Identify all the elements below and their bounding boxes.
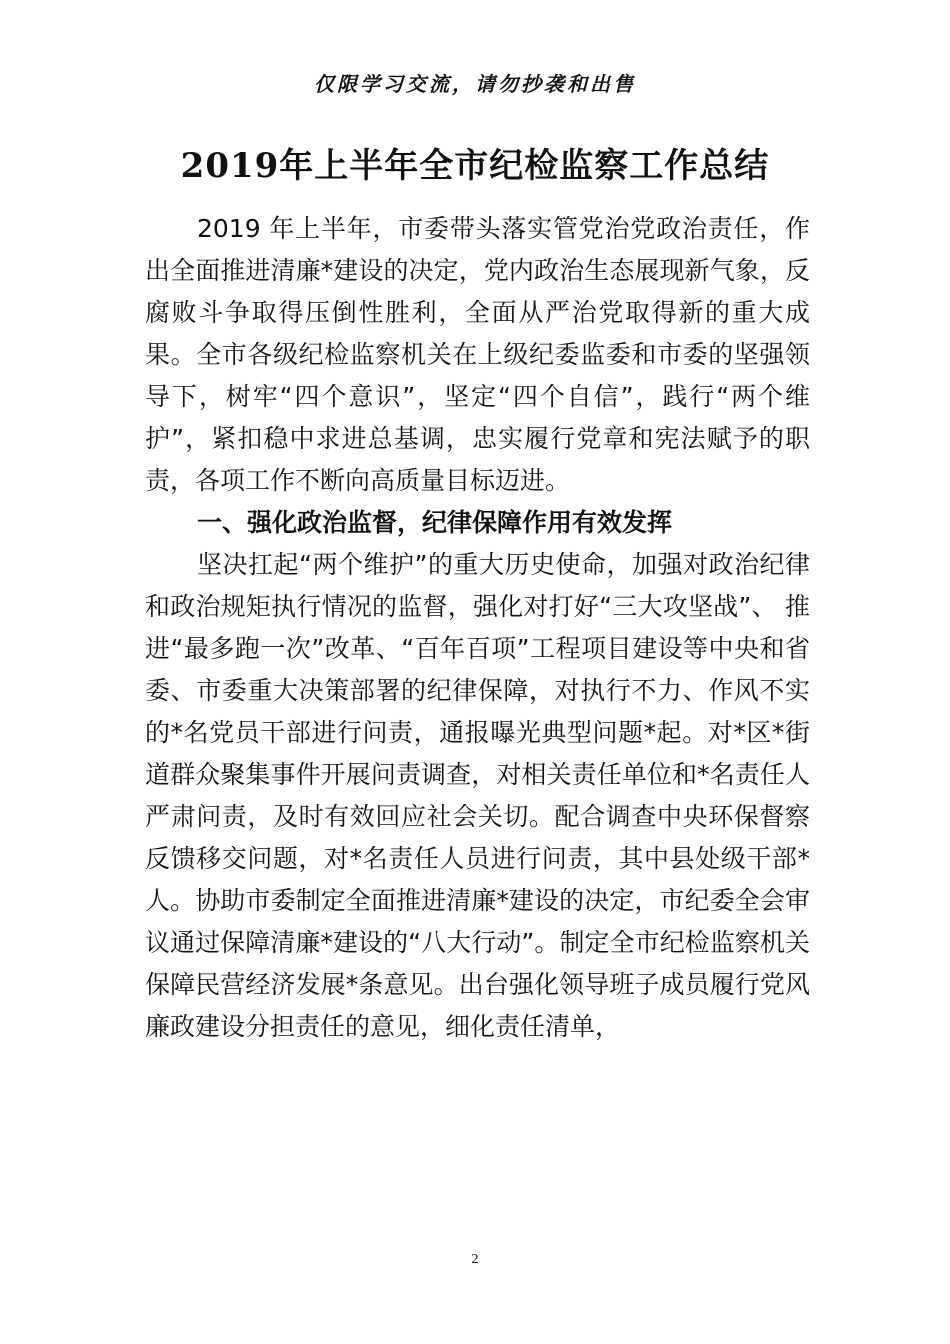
document-body	[145, 208, 810, 1048]
section-heading: 一、强化政治监督，纪律保障作用有效发挥	[197, 508, 673, 537]
section-paragraph: 坚决扛起“两个维护”的重大历史使命，加强对政治纪律和政治规矩执行情况的监督，强化对打好“三大攻坚战”、 推进“最多跑一次”改革、“百年百项”工程项目建设等中央和省委、市委重大决策部署的纪律保障，对执行不力、作风不实的*名党员干部进行问责，通报曝光典型问题*起。对*区*街道群众聚集事件开展问责调查，对相关责任单位和*名责任人严肃问责，及时有效回应社会关切。配合调查中央环保督察反馈移交问题，对*名责任人员进行问责，其中县处级干部*人。协助市委制定全面推进清廉*建设的决定，市纪委全会审议通过保障清廉*建设的“八大行动”。制定全市纪检监察机关保障民营经济发展*条意见。出台强化领导班子成员履行党风廉政建设分担责任的意见，细化责任清单，	[145, 550, 810, 1041]
header-note: 仅限学习交流，请勿抄袭和出售	[314, 72, 636, 96]
page-number: 2	[471, 1252, 479, 1267]
document-title: 2019年上半年全市纪检监察工作总结	[180, 146, 770, 186]
intro-paragraph: 2019 年上半年，市委带头落实管党治党政治责任，作出全面推进清廉*建设的决定，党内政治生态展现新气象，反腐败斗争取得压倒性胜利，全面从严治党取得新的重大成果。全市各级纪检监察机关在上级纪委监委和市委的坚强领导下，树牢“四个意识”，坚定“四个自信”，践行“两个维护”，紧扣稳中求进总基调，忠实履行党章和宪法赋予的职责，各项工作不断向高质量目标迈进。	[145, 214, 810, 495]
